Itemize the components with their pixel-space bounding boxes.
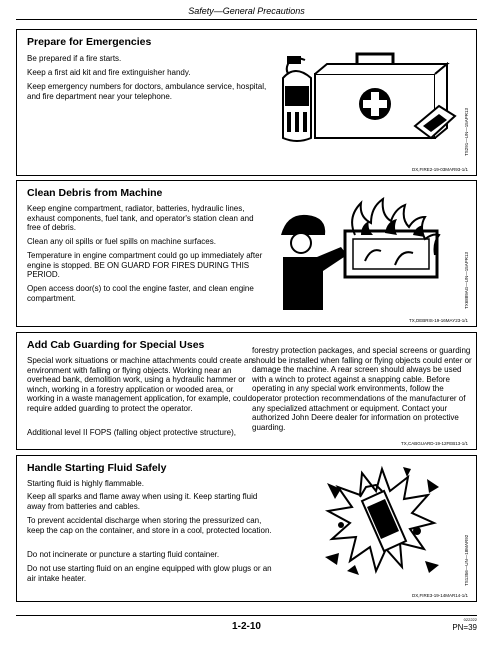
image-code: TS291—UN—15APR13 <box>464 107 469 156</box>
page-number: 1-2-10 <box>232 621 261 632</box>
paragraph: Temperature in engine compartment could go up immediately after engine is stopped. BE ON GUARD FOR FIRES DURING THIS PERIOD. <box>27 251 263 280</box>
section-title: Clean Debris from Machine <box>27 187 163 199</box>
paragraph: Clean any oil spills or fuel spills on machine surfaces. <box>27 237 216 246</box>
reference-code: TX,DEBRIS-19-16MAY23-1/1 <box>409 318 468 323</box>
paragraph: Keep all sparks and flame away when using it. Keep starting fluid away from batteries and cables. <box>27 492 258 511</box>
section-title: Add Cab Guarding for Special Uses <box>27 339 205 351</box>
section-starting-fluid <box>16 455 477 602</box>
paragraph: Starting fluid is highly flammable. <box>27 479 144 488</box>
paragraph: Additional level II FOPS (falling object protective structure), <box>27 428 236 437</box>
paragraph: Do not incinerate or puncture a starting fluid container. <box>27 550 220 559</box>
reference-code: TX,CABGUARD-19-12FEB13-1/1 <box>400 441 468 446</box>
paragraph: Open access door(s) to cool the engine faster, and clean engine compartment. <box>27 284 254 303</box>
paragraph: forestry protection packages, and special screens or guarding should be installed when falling or flying objects could enter or damage the machine. A rear screen should always be used with a winch to protect against a snapping cable. Before operating in any special work environments, follow the operator protection recommendations of the manufacturer of any specialized attachment or equipment. Contact your authorized John Deere dealer for information on protective guarding. <box>252 346 472 432</box>
paragraph: Do not use starting fluid on an engine equipped with glow plugs or an air intake heater. <box>27 564 272 583</box>
starting-fluid-explosion-icon <box>307 461 457 586</box>
page-header: Safety—General Precautions <box>188 6 305 16</box>
footer-code: 022222 <box>463 617 477 622</box>
reference-code: DX,FIRE3-19-14MAR14-1/1 <box>411 593 468 598</box>
header-rule <box>16 19 477 20</box>
reference-code: DX,FIRE2-19-03MAR93-1/1 <box>411 167 468 172</box>
section-clean-debris <box>16 180 477 327</box>
paragraph: Keep engine compartment, radiator, batteries, hydraulic lines, exhaust components, fuel tank, and operator's station clean and free of debris. <box>27 204 254 233</box>
paragraph: Keep emergency numbers for doctors, ambulance service, hospital, and fire department near your telephone. <box>27 82 267 101</box>
debris-fire-icon <box>275 195 460 310</box>
footer-rule <box>16 615 477 616</box>
paragraph: Special work situations or machine attachments could create an environment with falling or flying objects. Working near an overhead bank, demolition work, using a hydraulic hammer or winch, working in a forestry application or wooded area, or working in a waste management application, for example, could require added guarding to protect the operator. <box>27 356 253 413</box>
fire-extinguisher-first-aid-icon <box>265 38 465 153</box>
section-prepare-emergencies <box>16 29 477 176</box>
section-title: Prepare for Emergencies <box>27 36 152 48</box>
pn-number: PN=39 <box>452 623 477 632</box>
paragraph: Be prepared if a fire starts. <box>27 54 122 63</box>
image-code: TS1356—UN—18MAR92 <box>464 534 469 586</box>
paragraph: Keep a first aid kit and fire extinguisher handy. <box>27 68 191 77</box>
section-title: Handle Starting Fluid Safely <box>27 462 167 474</box>
section-cab-guarding <box>16 332 477 450</box>
image-code: TX6889AG—UN—15APR13 <box>464 251 469 309</box>
paragraph: To prevent accidental discharge when storing the pressurized can, keep the cap on the container, and store in a cool, protected location. <box>27 516 272 535</box>
